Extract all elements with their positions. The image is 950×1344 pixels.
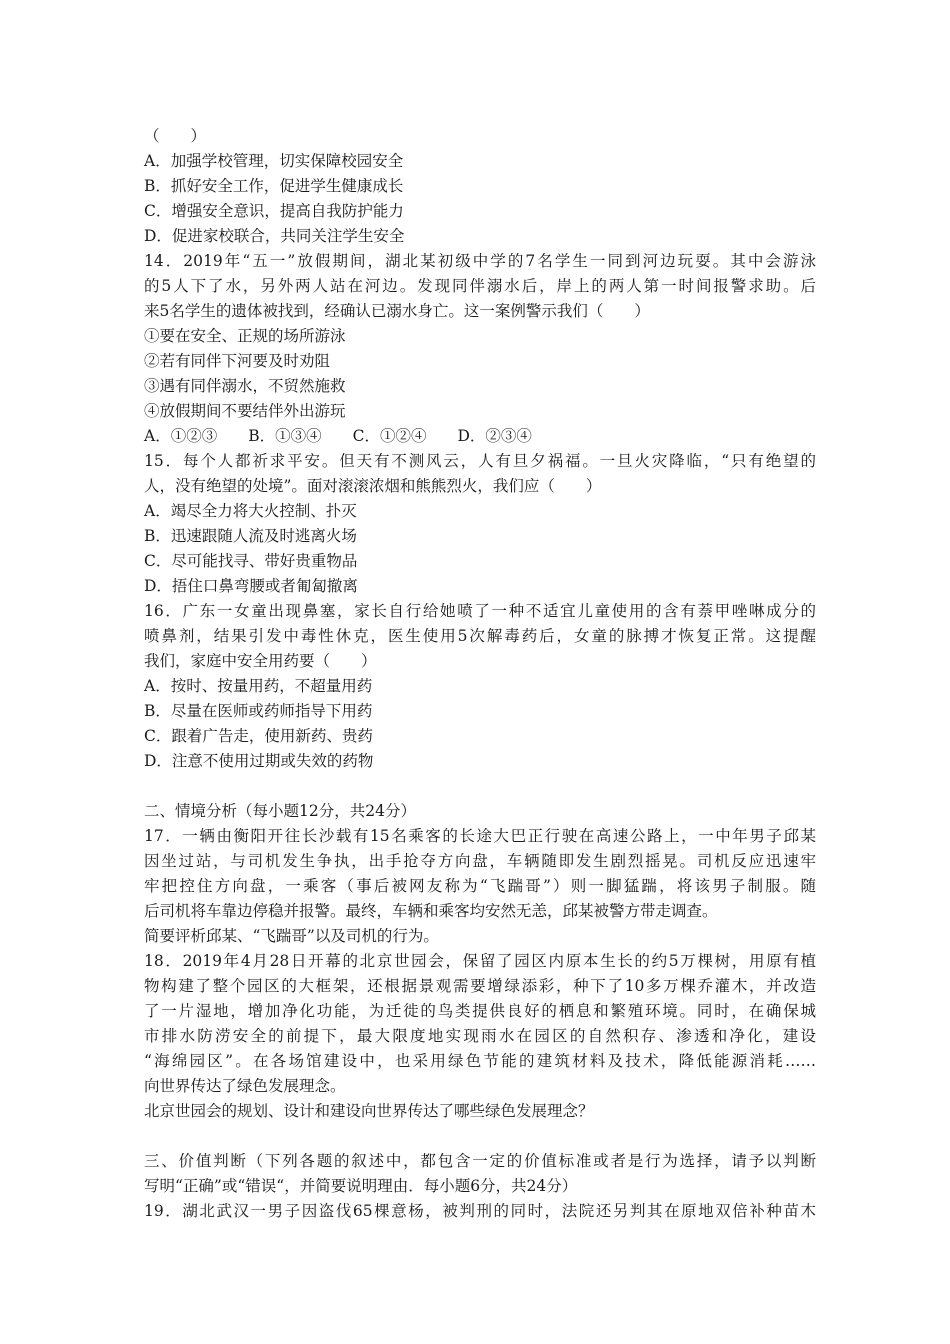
section-gap [144,774,816,799]
q16-option-b: B．尽量在医师或药师指导下用药 [144,702,373,720]
exam-page [144,124,816,1224]
q18-stem-line-6: 向世界传达了绿色发展理念。 [144,1077,346,1095]
q14-stem-line-3: 来5名学生的遗体被找到，经确认已溺水身亡。这一案例警示我们（ ） [144,302,650,320]
q17-question: 简要评析邱某、“飞踹哥”以及司机的行为。 [144,927,439,945]
q14-stem-line-2: 的5人下了水，另外两人站在河边。发现同伴溺水后，岸上的两人第一时间报警求助。后 [144,277,816,295]
section-3-heading-line-2: 写明“正确”或“错误“，并简要说明理由．每小题6分，共24分） [144,1177,578,1195]
q13-option-a: A．加强学校管理，切实保障校园安全 [144,152,404,170]
q15-option-d: D．捂住口鼻弯腰或者匍匐撤离 [144,577,358,595]
q19-stem-line-1: 19．湖北武汉一男子因盗伐65棵意杨，被判刑的同时，法院还另判其在原地双倍补种苗木 [144,1202,816,1220]
q14-stem-line-1: 14．2019年“五一”放假期间，湖北某初级中学的7名学生一同到河边玩耍。其中会游泳 [144,252,816,270]
q17-stem-line-3: 牢把控住方向盘，一乘客（事后被网友称为“飞踹哥”）则一脚猛踹，将该男子制服。随 [144,877,816,895]
q15-stem-line-2: 人，没有绝望的处境”。面对滚滚浓烟和熊熊烈火，我们应（ ） [144,477,602,495]
q14-answer-options: A．①②③ B．①③④ C．①②④ D．②③④ [144,427,532,445]
q16-stem-line-3: 我们，家庭中安全用药要（ ） [144,652,377,670]
q14-item-2: ②若有同伴下河要及时劝阻 [144,352,331,370]
section-3-heading-line-1: 三、价值判断（下列各题的叙述中，都包含一定的价值标准或者是行为选择，请予以判断 [144,1152,816,1170]
q17-stem-line-2: 因坐过站，与司机发生争执，出手抢夺方向盘，车辆随即发生剧烈摇晃。司机反应迅速牢 [144,852,816,870]
q13-answer-paren: （ ） [144,127,207,145]
q16-stem-line-1: 16．广东一女童出现鼻塞，家长自行给她喷了一种不适宜儿童使用的含有萘甲唑啉成分的 [144,602,816,620]
q15-stem-line-1: 15．每个人都祈求平安。但天有不测风云，人有旦夕祸福。一旦火灾降临，“只有绝望的 [144,452,816,470]
q16-stem-line-2: 喷鼻剂，结果引发中毒性休克，医生使用5次解毒药后，女童的脉搏才恢复正常。这提醒 [144,627,816,645]
q13-option-b: B．抓好安全工作，促进学生健康成长 [144,177,404,195]
q18-stem-line-1: 18．2019年4月28日开幕的北京世园会，保留了园区内原本生长的约5万棵树，用原有植 [144,952,816,970]
q18-question: 北京世园会的规划、设计和建设向世界传达了哪些绿色发展理念？ [144,1102,594,1120]
section-2-heading: 二、情境分析（每小题12分，共24分） [144,802,416,820]
q16-option-a: A．按时、按量用药，不超量用药 [144,677,373,695]
q15-option-b: B．迅速跟随人流及时逃离火场 [144,527,357,545]
q15-option-c: C．尽可能找寻、带好贵重物品 [144,552,358,570]
q13-option-d: D．促进家校联合，共同关注学生安全 [144,227,405,245]
q14-item-1: ①要在安全、正规的场所游泳 [144,327,346,345]
q18-stem-line-3: 了一片湿地，增加净化功能，为迁徙的鸟类提供良好的栖息和繁殖环境。同时，在确保城 [144,1002,816,1020]
q18-stem-line-2: 物构建了整个园区的大框架，还根据景观需要增绿添彩，种下了10多万棵乔灌木，并改造 [144,977,816,995]
q15-option-a: A．竭尽全力将大火控制、扑灭 [144,502,357,520]
q17-stem-line-4: 后司机将车靠边停稳并报警。最终，车辆和乘客均安然无恙，邱某被警方带走调查。 [144,902,718,920]
q13-option-c: C．增强安全意识，提高自我防护能力 [144,202,404,220]
q16-option-d: D．注意不使用过期或失效的药物 [144,752,374,770]
section-gap [144,1124,816,1149]
q18-stem-line-4: 市排水防涝安全的前提下，最大限度地实现雨水在园区的自然积存、渗透和净化，建设 [144,1027,816,1045]
q17-stem-line-1: 17．一辆由衡阳开往长沙载有15名乘客的长途大巴正行驶在高速公路上，一中年男子邱某 [144,827,816,845]
q14-item-3: ③遇有同伴溺水，不贸然施救 [144,377,346,395]
q14-item-4: ④放假期间不要结伴外出游玩 [144,402,346,420]
q18-stem-line-5: “海绵园区”。在各场馆建设中，也采用绿色节能的建筑材料及技术，降低能源消耗…… [144,1052,816,1070]
q16-option-c: C．跟着广告走，使用新药、贵药 [144,727,373,745]
